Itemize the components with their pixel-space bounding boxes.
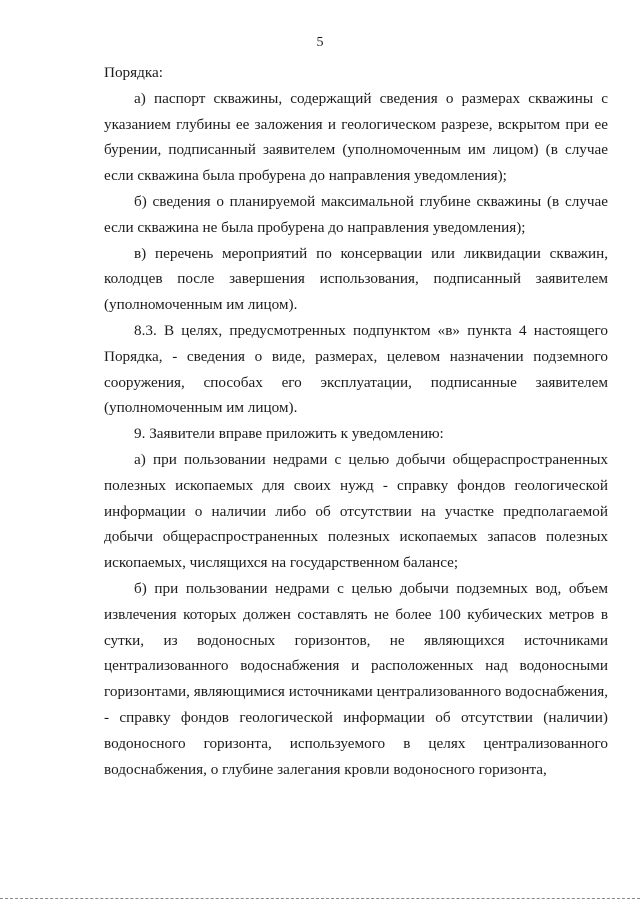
paragraph-8-3: 8.3. В целях, предусмотренных подпунктом «в» пункта 4 настоящего Порядка, - сведения о виде, размерах, целевом назначении подземного сооружения, способах его эксплуатации, подписанные заявителем (уполномоченным им лицом).	[104, 321, 608, 417]
paragraph-continuation: Порядка:	[104, 64, 163, 81]
paragraph-9: 9. Заявители вправе приложить к уведомлению:	[134, 425, 444, 443]
paragraph-9-item-a: а) при пользовании недрами с целью добычи общераспространенных полезных ископаемых для своих нужд - справку фондов геологической информации о наличии либо об отсутствии на участке предполагаемой добычи общераспространенных полезных ископаемых запасов полезных ископаемых, числящихся на государственном балансе;	[104, 450, 608, 572]
paragraph-item-v-conservation-measures: в) перечень мероприятий по консервации или ликвидации скважин, колодцев после завершения использования, подписанный заявителем (уполномоченным им лицом).	[104, 244, 608, 314]
scan-edge-divider	[0, 898, 640, 899]
paragraph-item-a-well-passport: а) паспорт скважины, содержащий сведения о размерах скважины с указанием глубины ее заложения и геологическом разрезе, вскрытом при ее бурении, подписанный заявителем (уполномоченным им лицом) (в случае если скважина была пробурена до направления уведомления);	[104, 89, 608, 185]
document-body	[104, 60, 608, 782]
paragraph-item-b-planned-depth: б) сведения о планируемой максимальной глубине скважины (в случае если скважина не была пробурена до направления уведомления);	[104, 192, 608, 236]
paragraph-9-item-b: б) при пользовании недрами с целью добычи подземных вод, объем извлечения которых должен составлять не более 100 кубических метров в сутки, из водоносных горизонтов, не являющихся источниками централизованного водоснабжения и расположенных над водоносными горизонтами, являющимися источниками централизованного водоснабжения, - справку фондов геологической информации об отсутствии (наличии) водоносного горизонта, используемого в целях централизованного водоснабжения, о глубине залегания кровли водоносного горизонта,	[104, 579, 608, 778]
page-number: 5	[316, 35, 324, 50]
